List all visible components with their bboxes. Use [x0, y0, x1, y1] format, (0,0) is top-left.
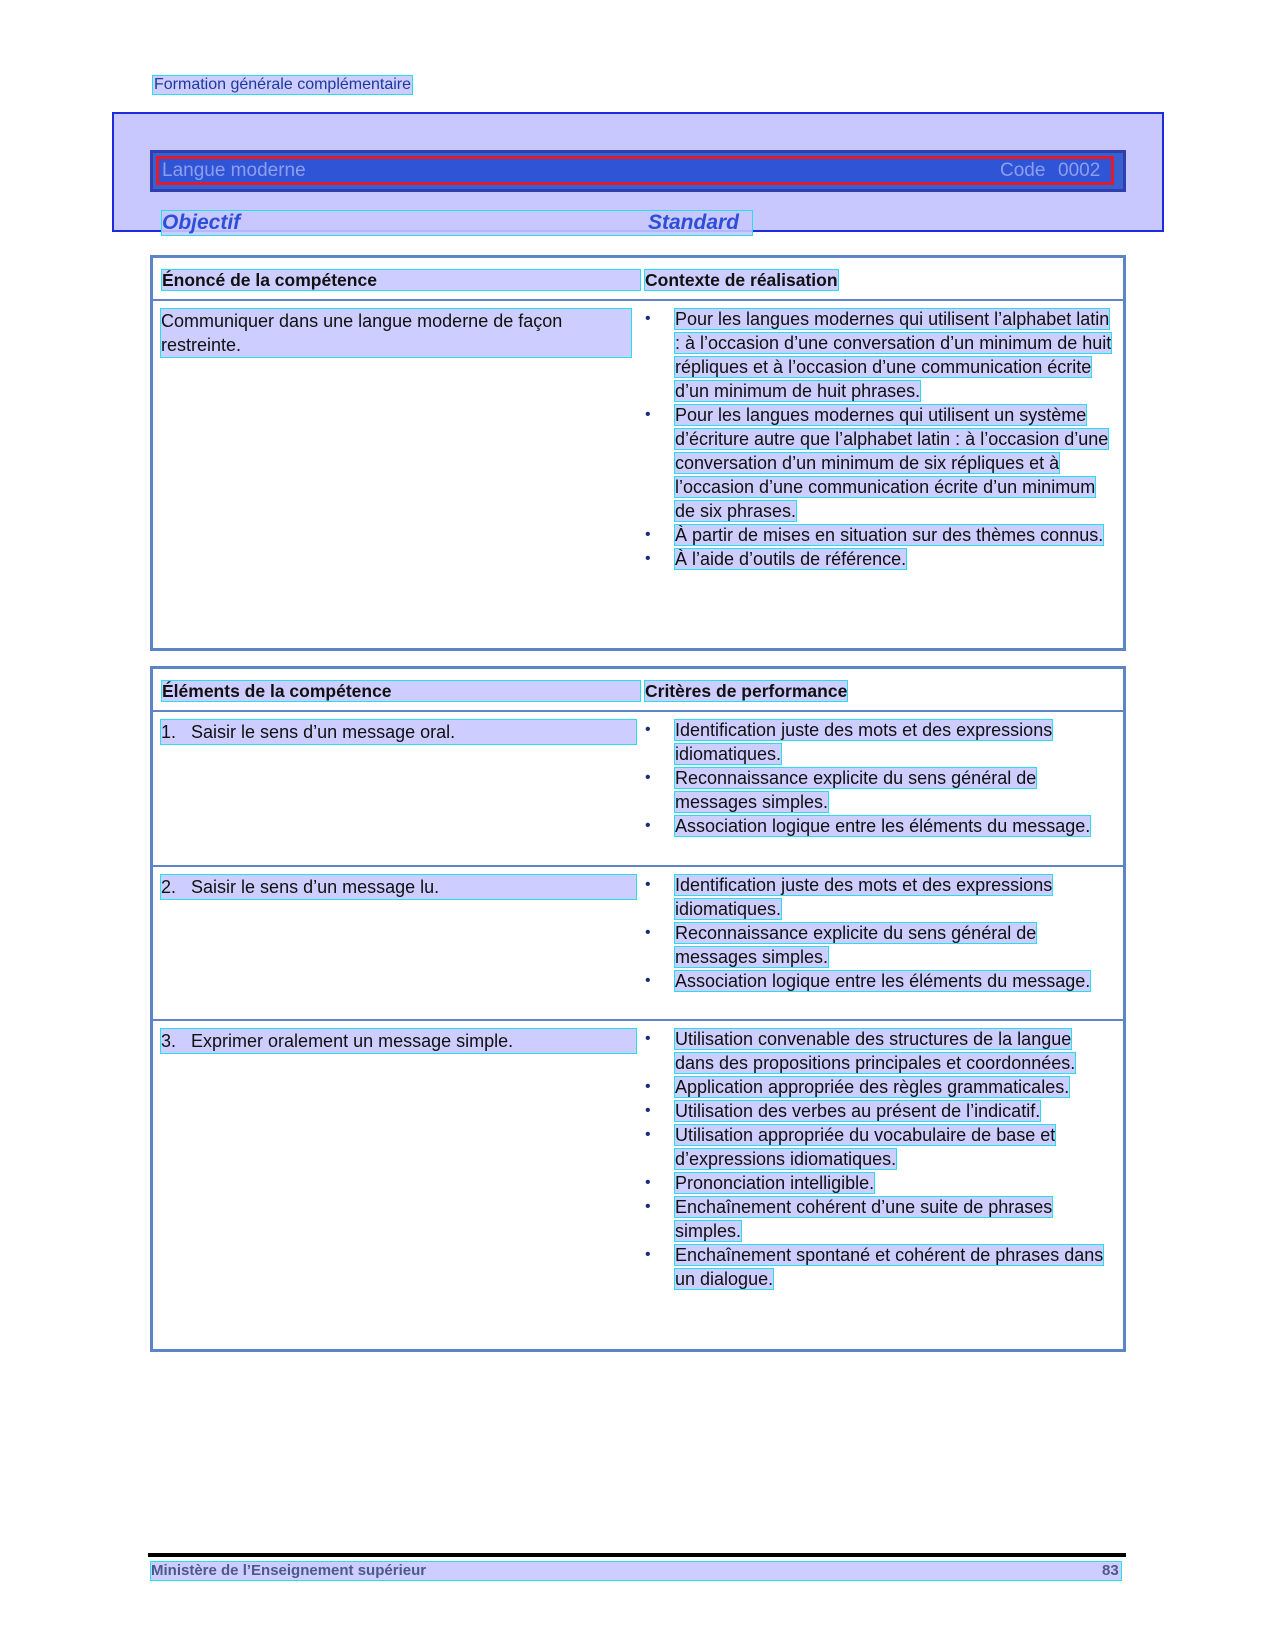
list-item: • À partir de mises en situation sur des thèmes connus.	[645, 523, 1115, 547]
criteria-list-2	[645, 873, 1115, 993]
list-item: • Association logique entre les éléments du message.	[645, 814, 1115, 838]
list-item: • Utilisation convenable des structures de la langue dans des propositions principales et coordonnées.	[645, 1027, 1115, 1075]
list-item: • Pour les langues modernes qui utilisent un système d’écriture autre que l’alphabet latin : à l’occasion d’une conversation d’un minimum de six répliques et à l’occasion d’une communication écrite d’un minimum de six phrases.	[645, 403, 1115, 523]
list-item: • Identification juste des mots et des expressions idiomatiques.	[645, 718, 1115, 766]
list-item: • Pour les langues modernes qui utilisent l’alphabet latin : à l’occasion d’une conversation d’un minimum de huit répliques et à l’occasion d’une communication écrite d’un minimum de huit phrases.	[645, 307, 1115, 403]
code-label: Code	[1000, 160, 1046, 181]
statement-header: Énoncé de la compétence	[162, 270, 640, 290]
element-row-3: 3. Exprimer oralement un message simple.	[161, 1029, 636, 1053]
competency-title: Langue moderne	[162, 160, 306, 181]
criteria-list-1	[645, 718, 1115, 838]
standard-heading: Standard	[648, 211, 740, 234]
footer-ministry: Ministère de l’Enseignement supérieur	[151, 1562, 1121, 1580]
page-number: 83	[1102, 1562, 1119, 1579]
code-value: 0002	[1058, 160, 1101, 181]
criteria-header: Critères de performance	[645, 681, 848, 701]
row-divider	[153, 865, 1123, 867]
list-item: • Reconnaissance explicite du sens général de messages simples.	[645, 921, 1115, 969]
list-item: • Reconnaissance explicite du sens général de messages simples.	[645, 766, 1115, 814]
context-header: Contexte de réalisation	[645, 270, 838, 290]
list-item: • Utilisation des verbes au présent de l’indicatif.	[645, 1099, 1115, 1123]
criteria-list-3	[645, 1027, 1115, 1291]
row-divider	[153, 1019, 1123, 1021]
table-divider	[153, 710, 1123, 712]
context-list	[645, 307, 1115, 571]
objective-heading: Objectif	[162, 211, 752, 235]
list-item: • Enchaînement cohérent d’une suite de phrases simples.	[645, 1195, 1115, 1243]
section-header: Formation générale complémentaire	[154, 76, 412, 93]
list-item: • Application appropriée des règles grammaticales.	[645, 1075, 1115, 1099]
footer-rule	[148, 1553, 1126, 1557]
list-item: • Identification juste des mots et des expressions idiomatiques.	[645, 873, 1115, 921]
table-divider	[153, 299, 1123, 301]
element-row-2: 2. Saisir le sens d’un message lu.	[161, 875, 636, 899]
competency-statement: Communiquer dans une langue moderne de façon restreinte.	[161, 309, 631, 357]
list-item: • À l’aide d’outils de référence.	[645, 547, 1115, 571]
elements-header: Éléments de la compétence	[162, 681, 640, 701]
list-item: • Utilisation appropriée du vocabulaire de base et d’expressions idiomatiques.	[645, 1123, 1115, 1171]
list-item: • Association logique entre les éléments du message.	[645, 969, 1115, 993]
element-row-1: 1. Saisir le sens d’un message oral.	[161, 720, 636, 744]
list-item: • Enchaînement spontané et cohérent de phrases dans un dialogue.	[645, 1243, 1115, 1291]
list-item: • Prononciation intelligible.	[645, 1171, 1115, 1195]
